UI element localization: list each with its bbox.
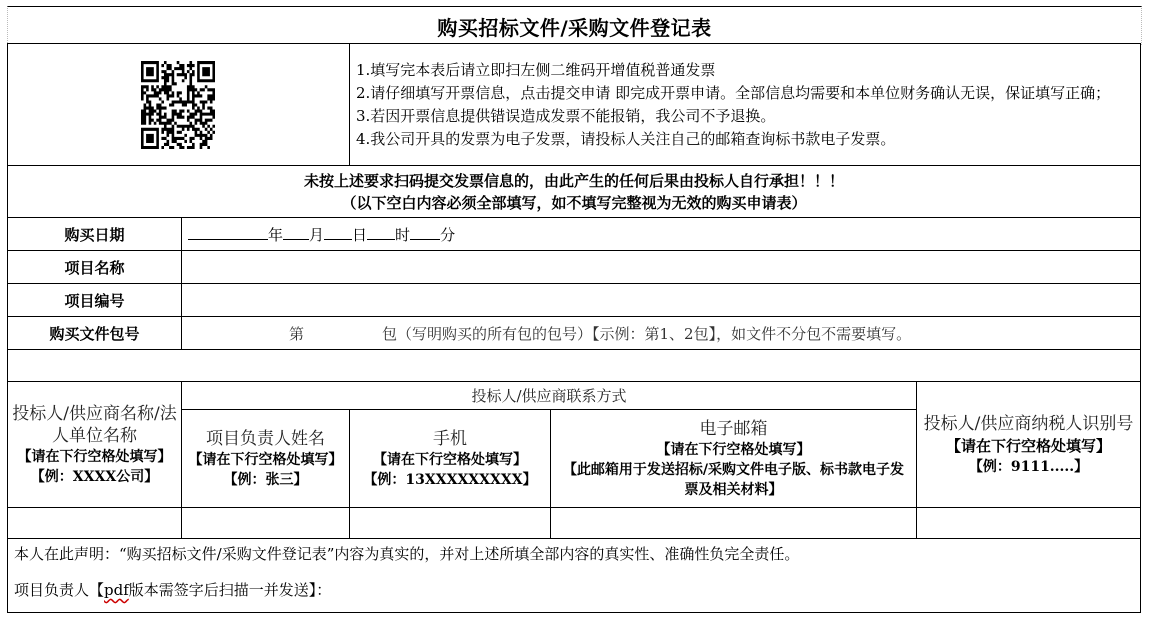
purchase-date-field[interactable] bbox=[182, 218, 1141, 251]
phone-input[interactable] bbox=[350, 508, 551, 539]
bidder-name-example: 【例：XXXX公司】 bbox=[30, 468, 159, 485]
phone-example: 【例：13XXXXXXXXX】 bbox=[363, 471, 537, 488]
year-label: 年 bbox=[268, 225, 284, 244]
email-label: 电子邮箱 bbox=[699, 418, 768, 439]
note-3: 3.若因开票信息提供错误造成发票不能报销，我公司不予退换。 bbox=[356, 106, 776, 125]
purchase-date-label: 购买日期 bbox=[8, 218, 182, 251]
project-name-field[interactable] bbox=[182, 251, 1141, 284]
project-name-label: 项目名称 bbox=[8, 251, 182, 284]
hour-blank[interactable] bbox=[367, 225, 395, 240]
tax-id-header bbox=[917, 382, 1141, 508]
tax-id-hint: 【请在下行空格处填写】 bbox=[946, 436, 1112, 455]
phone-hint: 【请在下行空格处填写】 bbox=[373, 451, 527, 468]
month-label: 月 bbox=[309, 225, 325, 244]
signature-line[interactable] bbox=[14, 579, 1134, 601]
email-header bbox=[551, 410, 917, 508]
project-number-label: 项目编号 bbox=[8, 284, 182, 317]
bidder-name-header bbox=[8, 382, 182, 508]
note-2: 2.请仔细填写开票信息，点击提交申请 即完成开票申请。全部信息均需要和本单位财务确认无误，保证填写正确； bbox=[356, 83, 1111, 102]
month-blank[interactable] bbox=[283, 225, 309, 240]
warning-line-1: 未按上述要求扫码提交发票信息的，由此产生的任何后果由投标人自行承担！！！ bbox=[304, 171, 845, 190]
package-number-field[interactable] bbox=[182, 317, 1141, 350]
day-label: 日 bbox=[352, 225, 368, 244]
registration-form bbox=[7, 43, 1141, 613]
manager-hint: 【请在下行空格处填写】 bbox=[188, 451, 343, 468]
manager-label: 项目负责人姓名 bbox=[206, 428, 325, 449]
declaration-text: 本人在此声明：“购买招标文件/采购文件登记表”内容为真实的，并对上述所填全部内容的真实性、准确性负完全责任。 bbox=[14, 545, 800, 563]
email-hint-2: 【此邮箱用于发送招标/采购文件电子版、标书款电子发票及相关材料】 bbox=[562, 461, 905, 498]
bidder-name-label: 投标人/供应商名称/法人单位名称 bbox=[12, 403, 177, 446]
note-4: 4.我公司开具的发票为电子发票，请投标人关注自己的邮箱查询标书款电子发票。 bbox=[356, 129, 896, 148]
hour-label: 时 bbox=[395, 225, 411, 244]
bidder-name-hint: 【请在下行空格处填写】 bbox=[17, 448, 172, 465]
year-blank[interactable] bbox=[188, 225, 268, 240]
manager-input[interactable] bbox=[182, 508, 350, 539]
tax-id-label: 投标人/供应商纳税人识别号 bbox=[923, 413, 1134, 434]
phone-header bbox=[350, 410, 551, 508]
email-hint: 【请在下行空格处填写】 bbox=[656, 441, 811, 458]
package-prefix: 第 bbox=[289, 324, 305, 343]
declaration-cell bbox=[8, 539, 1141, 613]
contact-group-header: 投标人/供应商联系方式 bbox=[182, 382, 917, 410]
signature-pdf: pdf bbox=[104, 581, 129, 599]
qr-code-icon[interactable] bbox=[141, 61, 215, 149]
email-input[interactable] bbox=[551, 508, 917, 539]
tax-id-example: 【例：9111.....】 bbox=[968, 458, 1089, 475]
qr-modules bbox=[141, 61, 215, 149]
package-number-label: 购买文件包号 bbox=[8, 317, 182, 350]
warning-cell bbox=[8, 166, 1141, 218]
minute-blank[interactable] bbox=[410, 225, 440, 240]
signature-suffix: 版本需签字后扫描一并发送】： bbox=[128, 581, 332, 599]
bidder-name-input[interactable] bbox=[8, 508, 182, 539]
manager-example: 【例：张三】 bbox=[223, 471, 308, 488]
qr-code-cell bbox=[8, 44, 350, 166]
manager-header bbox=[182, 410, 350, 508]
tax-id-input[interactable] bbox=[917, 508, 1141, 539]
minute-label: 分 bbox=[440, 225, 456, 244]
day-blank[interactable] bbox=[324, 225, 352, 240]
project-number-field[interactable] bbox=[182, 284, 1141, 317]
phone-label: 手机 bbox=[433, 428, 467, 449]
title-text: 购买招标文件/采购文件登记表 bbox=[437, 15, 712, 40]
package-instructions: 包（写明购买的所有包的包号）【示例：第1、2包】，如文件不分包不需要填写。 bbox=[382, 324, 912, 343]
warning-line-2: （以下空白内容必须全部填写，如不填写完整视为无效的购买申请表） bbox=[341, 193, 807, 212]
signature-prefix: 项目负责人【 bbox=[14, 581, 105, 599]
note-1: 1.填写完本表后请立即扫左侧二维码开增值税普通发票 bbox=[356, 60, 716, 79]
blank-row bbox=[8, 350, 1141, 382]
instructions bbox=[350, 44, 1141, 166]
form-title bbox=[7, 6, 1142, 45]
